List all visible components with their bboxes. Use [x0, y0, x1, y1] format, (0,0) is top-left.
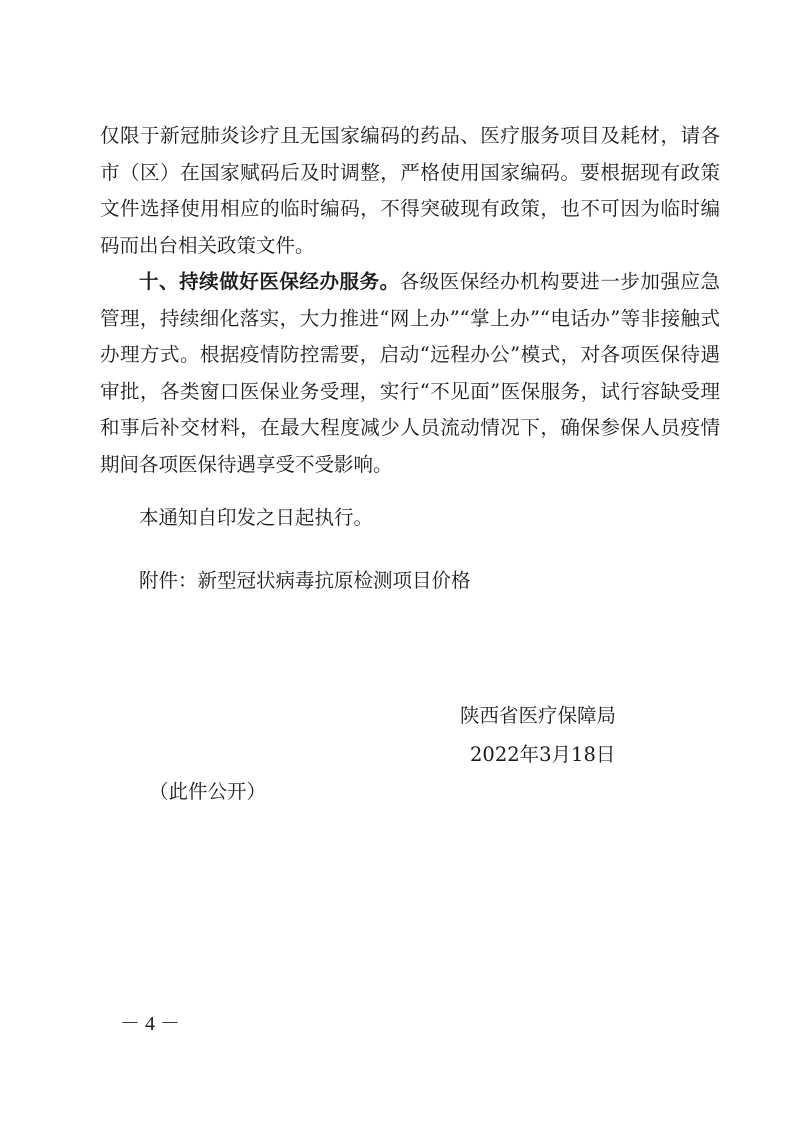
section-ten-body: 各级医保经办机构要进一步加强应急管理，持续细化落实，大力推进“网上办”“掌上办”“电话办”等非接触式办理方式。根据疫情防控需要，启动“远程办公”模式，对各项医保待遇审批，各类窗口医保业务受理，实行“不见面”医保服务，试行容缺受理和事后补交材料，在最大程度减少人员流动情况下，确保参保人员疫情期间各项医保待遇享受不受影响。 — [100, 270, 720, 476]
section-ten-heading: 十、持续做好医保经办服务。 — [139, 270, 400, 293]
paragraph-coding-rules: 仅限于新冠肺炎诊疗且无国家编码的药品、医疗服务项目及耗材，请各市（区）在国家赋码后及时调整，严格使用国家编码。要根据现有政策文件选择使用相应的临时编码，不得突破现有政策，也不可因为临时编码而出台相关政策文件。 — [100, 124, 720, 257]
disclosure-note: （此件公开） — [149, 780, 267, 803]
issue-date: 2022年3月18日 — [470, 743, 616, 766]
paragraph-effective-date: 本通知自印发之日起执行。 — [139, 506, 374, 529]
attachment-line: 附件：新型冠状病毒抗原检测项目价格 — [139, 569, 471, 592]
page-number: － 4 － — [120, 1013, 180, 1035]
paragraph-section-ten — [100, 264, 720, 483]
issuing-organization: 陕西省医疗保障局 — [460, 704, 617, 727]
